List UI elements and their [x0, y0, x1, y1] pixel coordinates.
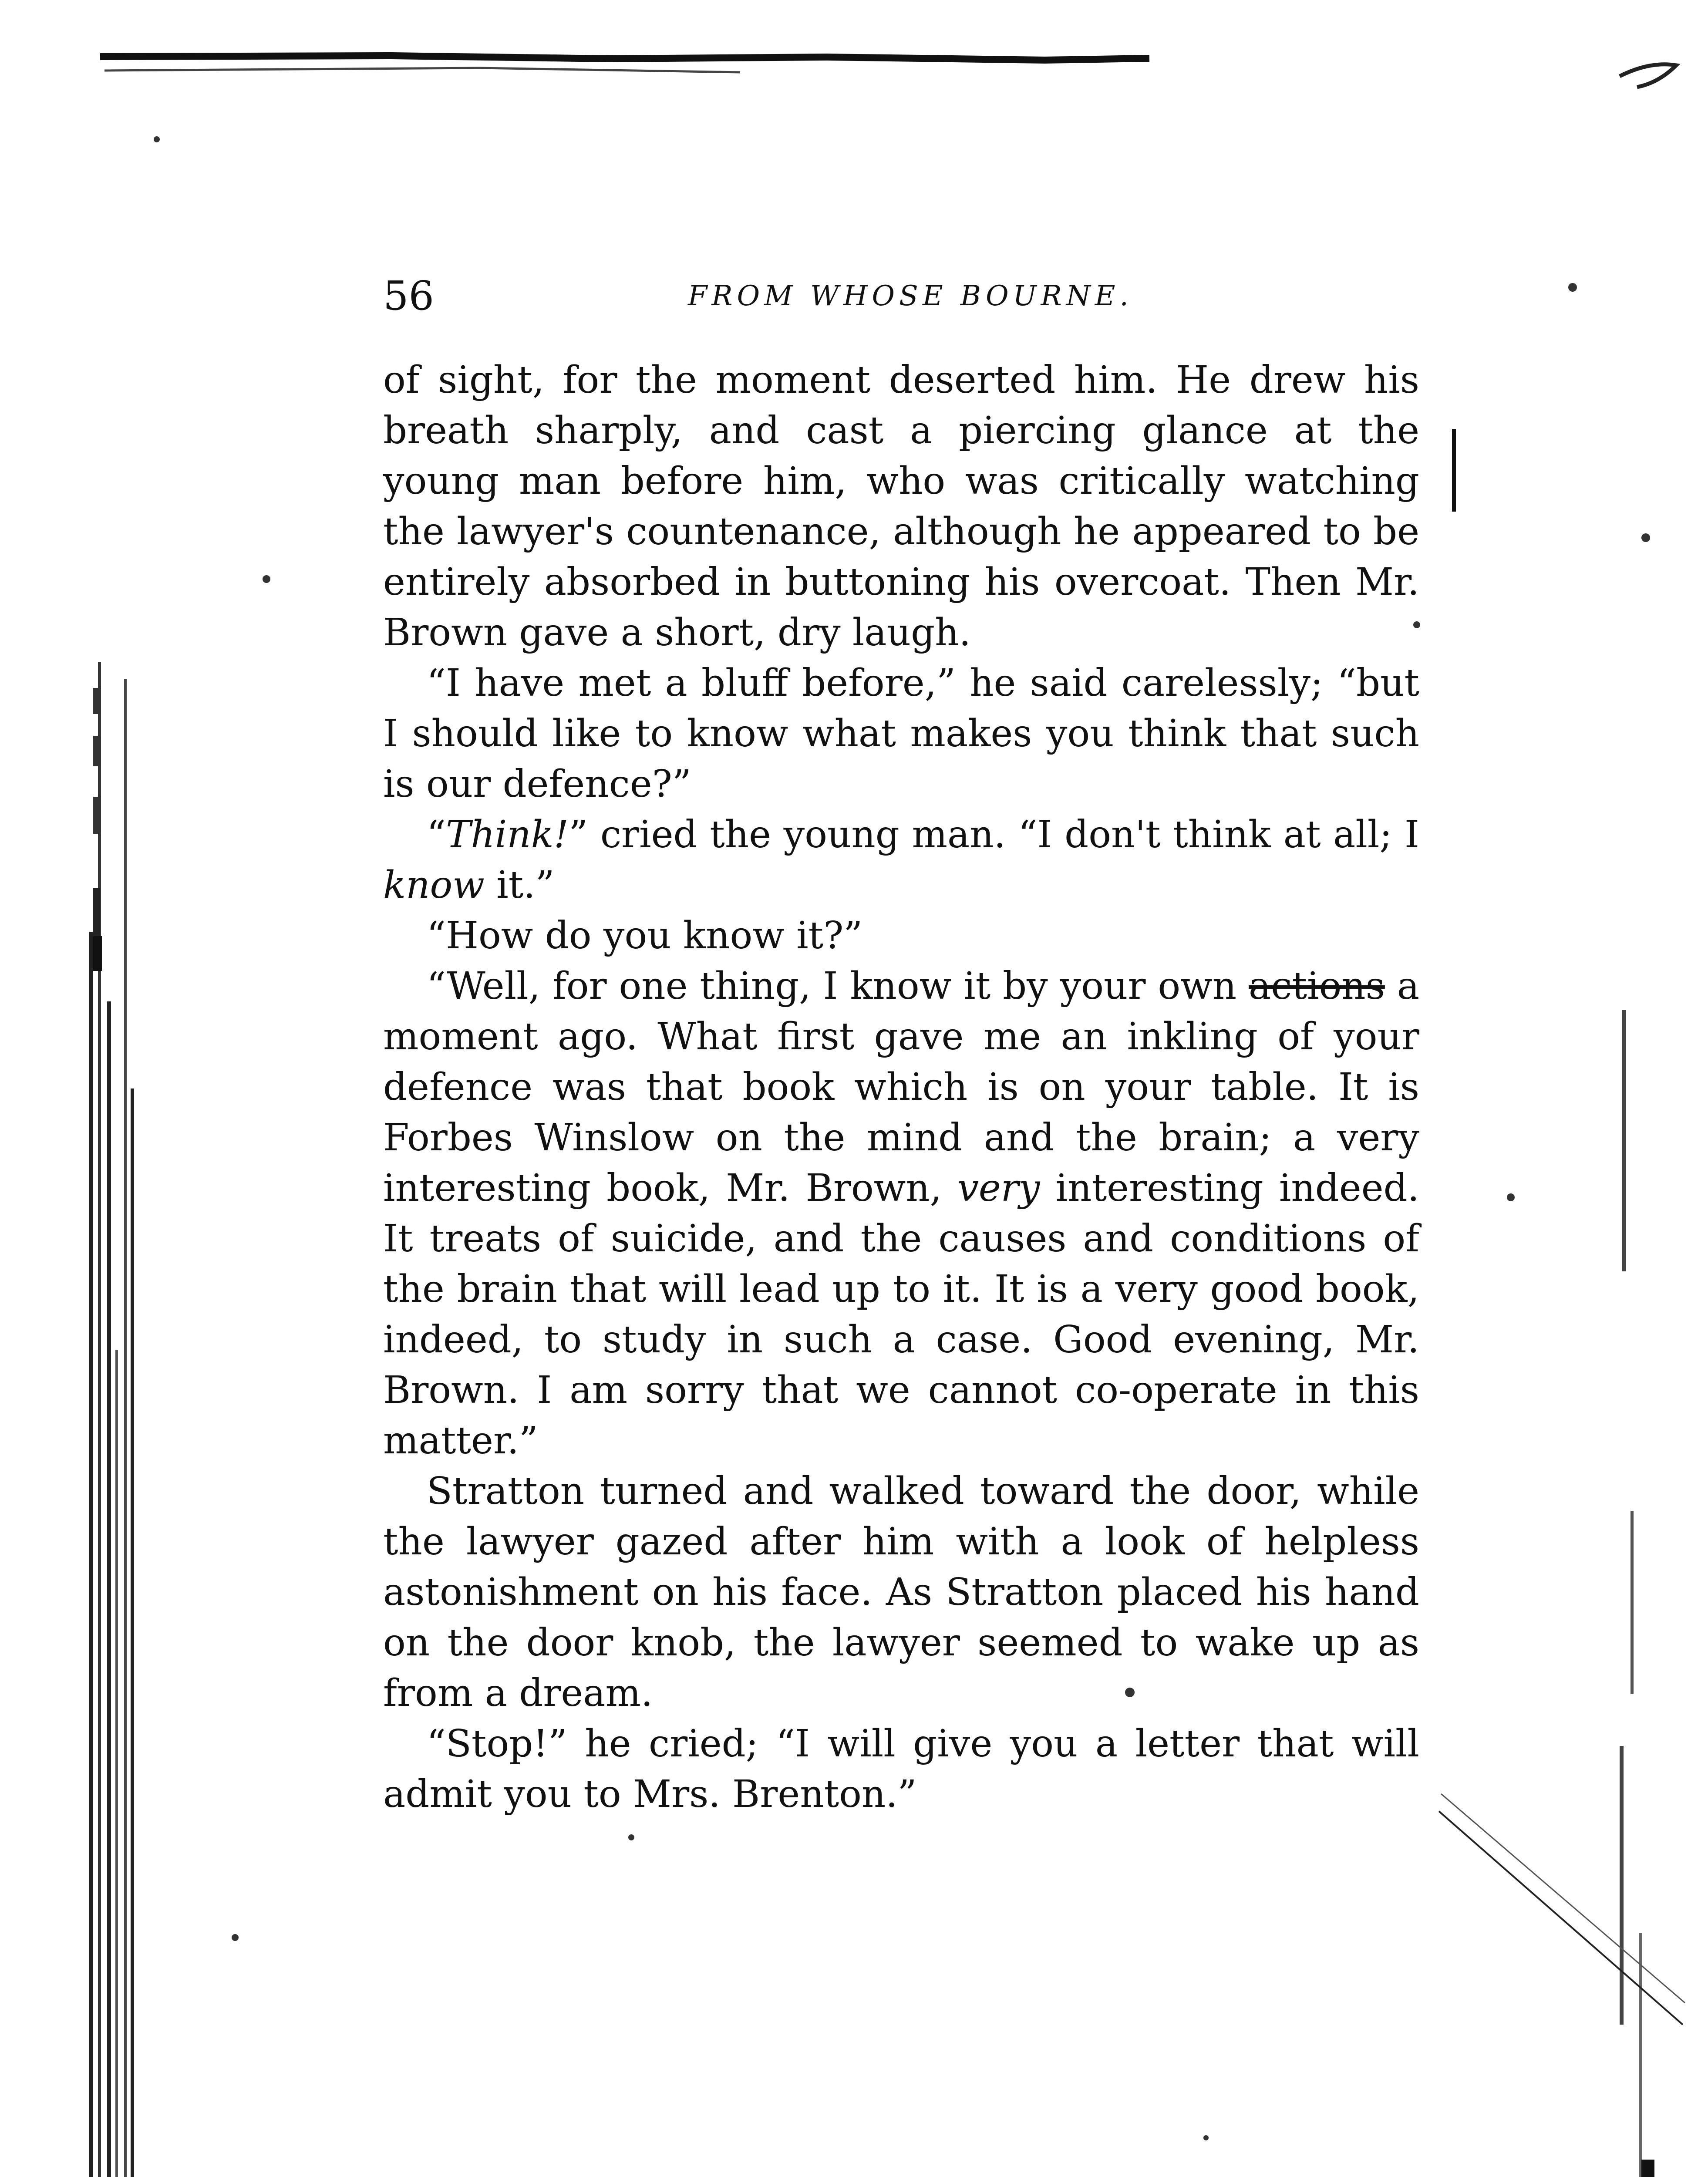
paragraph [383, 809, 1419, 910]
paragraph-text: interesting indeed. It treats of suicide, and the causes and conditions of the brain that will lead up to it. It is a very good book, indeed, to study in such a case. Good evening, Mr. Brown. I am sorry that we cannot co-operate in this matter.” [383, 1166, 1419, 1463]
paragraph: “I have met a bluff before,” he said carelessly; “but I should like to know what makes you think that such is our defence?” [383, 661, 1419, 806]
paragraph-text: a moment ago. What first gave me an inkling of your defence was that book which is on your table. It is Forbes Winslow on the mind and the brain; a very interesting book, Mr. Brown, [383, 964, 1419, 1210]
emphasis-text: know [383, 863, 485, 907]
paragraph-text: ” cried the young man. “I don't think at all; I [569, 813, 1419, 856]
paragraph: Stratton turned and walked toward the door, while the lawyer gazed after him with a look of helpless astonishment on his face. As Stratton placed his hand on the door knob, the lawyer seemed to wake up as from a dream. [383, 1469, 1419, 1715]
page-header [383, 266, 1419, 327]
emphasis-text: very [957, 1166, 1040, 1210]
body-text [383, 355, 1419, 1820]
page-number: 56 [383, 273, 435, 319]
paragraph: “How do you know it?” [427, 914, 863, 957]
top-edge-rule-thin [104, 68, 740, 72]
paragraph-text: “ [427, 813, 446, 856]
paragraph-text: “Well, for one thing, I know it by your own [427, 964, 1249, 1008]
right-edge-marks [1439, 429, 1685, 2177]
paragraph [383, 961, 1419, 1466]
top-right-scribble [1620, 64, 1676, 87]
paragraph: “Stop!” he cried; “I will give you a letter that will admit you to Mrs. Brenton.” [383, 1722, 1419, 1816]
struck-word: actions [1249, 964, 1385, 1008]
running-title: FROM WHOSE BOURNE. [688, 280, 1133, 312]
paragraph-text: it.” [484, 863, 555, 907]
paragraph: of sight, for the moment deserted him. He drew his breath sharply, and cast a piercing glance at the young man before him, who was critically watching the lawyer's countenance, although he appeared to be entirely absorbed in buttoning his overcoat. Then Mr. Brown gave a short, dry laugh. [383, 358, 1419, 654]
top-edge-rule [100, 56, 1149, 60]
emphasis-text: Think! [445, 813, 569, 856]
left-binding-edge [89, 662, 150, 2177]
